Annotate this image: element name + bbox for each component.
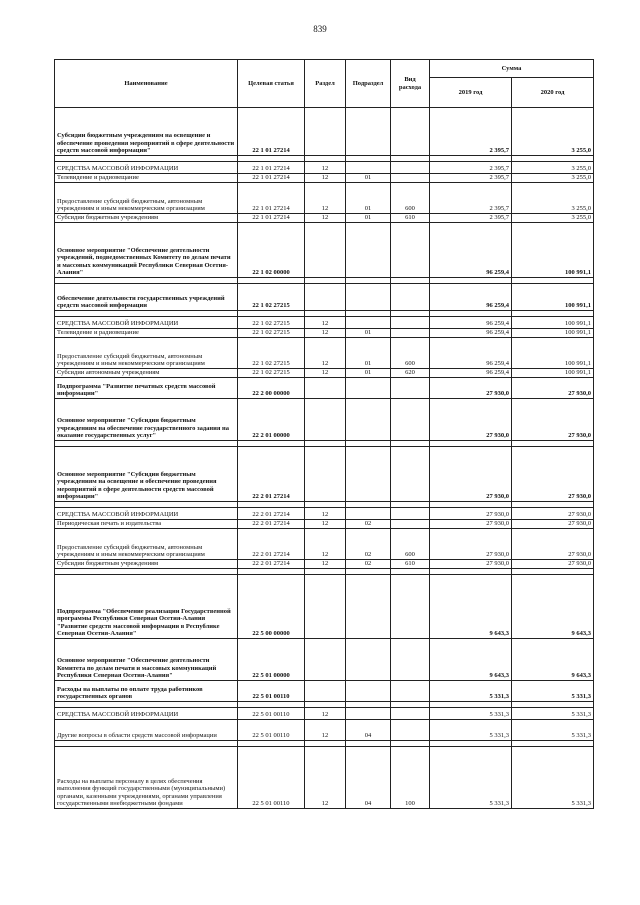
row-section: [305, 399, 346, 441]
row-sum-2020: 27 930,0: [512, 520, 594, 529]
row-sum-2019: 96 259,4: [430, 369, 512, 378]
row-sum-2020: 100 991,1: [512, 223, 594, 278]
row-expense-type: 600: [391, 183, 430, 214]
row-sum-2019: 5 331,3: [430, 708, 512, 720]
row-target: 22 2 01 27214: [238, 508, 305, 520]
row-sum-2019: 27 930,0: [430, 399, 512, 441]
row-expense-type: 610: [391, 214, 430, 223]
page-number: 839: [313, 24, 327, 34]
row-name: Основное мероприятие "Субсидии бюджетным учреждениям на обеспечение государственного задания на оказание государственных услуг": [55, 399, 238, 441]
row-expense-type: [391, 681, 430, 702]
row-name: СРЕДСТВА МАССОВОЙ ИНФОРМАЦИИ: [55, 162, 238, 174]
row-sum-2019: 27 930,0: [430, 447, 512, 502]
row-expense-type: [391, 399, 430, 441]
row-expense-type: [391, 174, 430, 183]
row-sum-2020: 5 331,3: [512, 747, 594, 809]
row-subsection: [346, 639, 391, 681]
row-name: Основное мероприятие "Обеспечение деятельности учреждений, подведомственных Комитету по делам печати и массовых коммуникаций Республики Северная Осетия-Алания": [55, 223, 238, 278]
row-name: Расходы на выплаты по оплате труда работников государственных органов: [55, 681, 238, 702]
row-target: 22 1 01 27214: [238, 108, 305, 156]
row-name: Обеспечение деятельности государственных учреждений средств массовой информации: [55, 284, 238, 311]
budget-table: [54, 59, 594, 809]
row-sum-2019: 96 259,4: [430, 338, 512, 369]
row-sum-2019: 2 395,7: [430, 183, 512, 214]
row-target: 22 1 02 27215: [238, 338, 305, 369]
row-sum-2020: 3 255,0: [512, 174, 594, 183]
row-name: Субсидии автономным учреждениям: [55, 369, 238, 378]
row-target: 22 1 01 27214: [238, 174, 305, 183]
table-row: [55, 399, 594, 441]
row-target: 22 2 01 27214: [238, 560, 305, 569]
row-target: 22 5 01 00110: [238, 720, 305, 741]
row-section: [305, 681, 346, 702]
row-sum-2020: 5 331,3: [512, 681, 594, 702]
row-subsection: 02: [346, 560, 391, 569]
row-section: [305, 378, 346, 399]
row-target: 22 5 01 00110: [238, 747, 305, 809]
row-name: Основное мероприятие "Обеспечение деятельности Комитета по делам печати и массовых коммуникаций Республики Северная Осетия-Алания": [55, 639, 238, 681]
row-subsection: [346, 223, 391, 278]
row-section: 12: [305, 174, 346, 183]
row-sum-2019: 96 259,4: [430, 329, 512, 338]
row-name: Периодическая печать и издательства: [55, 520, 238, 529]
row-name: СРЕДСТВА МАССОВОЙ ИНФОРМАЦИИ: [55, 708, 238, 720]
row-sum-2020: 27 930,0: [512, 508, 594, 520]
row-subsection: [346, 399, 391, 441]
row-expense-type: [391, 639, 430, 681]
row-subsection: [346, 378, 391, 399]
header-expense-type: Вид расхода: [391, 60, 430, 108]
row-expense-type: 600: [391, 338, 430, 369]
row-sum-2019: 2 395,7: [430, 162, 512, 174]
row-sum-2019: 5 331,3: [430, 720, 512, 741]
row-expense-type: [391, 378, 430, 399]
row-sum-2019: 96 259,4: [430, 223, 512, 278]
row-expense-type: [391, 108, 430, 156]
row-target: 22 5 01 00000: [238, 639, 305, 681]
table-row: [55, 223, 594, 278]
row-sum-2020: 3 255,0: [512, 183, 594, 214]
row-sum-2020: 27 930,0: [512, 447, 594, 502]
row-subsection: [346, 162, 391, 174]
row-name: Предоставление субсидий бюджетным, автономным учреждениям и иным некоммерческим организациям: [55, 338, 238, 369]
row-subsection: 04: [346, 720, 391, 741]
row-section: [305, 108, 346, 156]
row-expense-type: [391, 720, 430, 741]
row-name: СРЕДСТВА МАССОВОЙ ИНФОРМАЦИИ: [55, 508, 238, 520]
row-subsection: 01: [346, 183, 391, 214]
row-section: [305, 447, 346, 502]
row-sum-2019: 27 930,0: [430, 560, 512, 569]
row-subsection: [346, 508, 391, 520]
row-name: Предоставление субсидий бюджетным, автономным учреждениям и иным некоммерческим организациям: [55, 529, 238, 560]
row-name: Субсидии бюджетным учреждениям: [55, 214, 238, 223]
table-row: [55, 681, 594, 702]
row-section: 12: [305, 708, 346, 720]
row-name: Субсидии бюджетным учреждениям на освещение и обеспечение проведения мероприятий в сфере деятельности средств массовой информации": [55, 108, 238, 156]
row-expense-type: 100: [391, 747, 430, 809]
row-sum-2020: 9 643,3: [512, 575, 594, 639]
row-sum-2020: 100 991,1: [512, 338, 594, 369]
row-subsection: [346, 575, 391, 639]
row-subsection: 01: [346, 338, 391, 369]
row-section: 12: [305, 369, 346, 378]
table-row: [55, 338, 594, 369]
row-name: Подпрограмма "Обеспечение реализации Государственной программы Республики Северная Осетия-Алания "Развитие средств массовой информации в Республике Северная Осетия-Алания": [55, 575, 238, 639]
row-target: 22 1 02 27215: [238, 329, 305, 338]
header-2019: 2019 год: [430, 78, 512, 108]
row-expense-type: [391, 284, 430, 311]
table-row: [55, 560, 594, 569]
row-section: 12: [305, 183, 346, 214]
table-row: [55, 174, 594, 183]
table-row: [55, 708, 594, 720]
row-section: 12: [305, 747, 346, 809]
row-section: [305, 223, 346, 278]
row-expense-type: [391, 575, 430, 639]
row-section: 12: [305, 508, 346, 520]
row-target: 22 5 01 00110: [238, 681, 305, 702]
row-sum-2019: 27 930,0: [430, 529, 512, 560]
row-subsection: 04: [346, 747, 391, 809]
table-row: [55, 720, 594, 741]
row-target: 22 1 02 27215: [238, 317, 305, 329]
row-subsection: 01: [346, 369, 391, 378]
row-sum-2019: 2 395,7: [430, 214, 512, 223]
row-sum-2020: 100 991,1: [512, 369, 594, 378]
row-target: 22 5 00 00000: [238, 575, 305, 639]
row-target: 22 1 01 27214: [238, 183, 305, 214]
row-sum-2019: 27 930,0: [430, 378, 512, 399]
row-sum-2019: 27 930,0: [430, 520, 512, 529]
row-sum-2020: 27 930,0: [512, 399, 594, 441]
table-row: [55, 214, 594, 223]
table-row: [55, 575, 594, 639]
row-section: 12: [305, 560, 346, 569]
row-subsection: 01: [346, 329, 391, 338]
row-name: Предоставление субсидий бюджетным, автономным учреждениям и иным некоммерческим организациям: [55, 183, 238, 214]
row-section: 12: [305, 317, 346, 329]
row-name: Расходы на выплаты персоналу в целях обеспечения выполнения функций государственными (муниципальными) органами, казенными учреждениями, органами управления государственными внебюджетными фондами: [55, 747, 238, 809]
row-section: 12: [305, 329, 346, 338]
row-name: Основное мероприятие "Субсидии бюджетным учреждениям на освещение и обеспечение проведения мероприятий в сфере деятельности средств массовой информации": [55, 447, 238, 502]
table-row: [55, 378, 594, 399]
row-section: 12: [305, 214, 346, 223]
header-2020: 2020 год: [512, 78, 594, 108]
row-name: СРЕДСТВА МАССОВОЙ ИНФОРМАЦИИ: [55, 317, 238, 329]
row-subsection: [346, 708, 391, 720]
row-expense-type: 600: [391, 529, 430, 560]
row-sum-2019: 27 930,0: [430, 508, 512, 520]
row-expense-type: [391, 317, 430, 329]
row-target: 22 1 01 27214: [238, 162, 305, 174]
row-expense-type: [391, 447, 430, 502]
row-target: 22 2 01 00000: [238, 399, 305, 441]
row-target: 22 2 01 27214: [238, 529, 305, 560]
table-row: [55, 329, 594, 338]
row-sum-2019: 9 643,3: [430, 639, 512, 681]
table-row: [55, 284, 594, 311]
row-expense-type: [391, 520, 430, 529]
row-sum-2020: 100 991,1: [512, 329, 594, 338]
row-name: Подпрограмма "Развитие печатных средств массовой информации": [55, 378, 238, 399]
row-section: 12: [305, 529, 346, 560]
row-target: 22 2 01 27214: [238, 447, 305, 502]
row-target: 22 5 01 00110: [238, 708, 305, 720]
row-subsection: [346, 681, 391, 702]
row-sum-2020: 27 930,0: [512, 560, 594, 569]
row-expense-type: [391, 162, 430, 174]
row-section: [305, 284, 346, 311]
row-subsection: 01: [346, 214, 391, 223]
row-name: Другие вопросы в области средств массовой информации: [55, 720, 238, 741]
table-row: [55, 162, 594, 174]
row-sum-2019: 5 331,3: [430, 747, 512, 809]
table-row: [55, 529, 594, 560]
table-row: [55, 639, 594, 681]
row-sum-2020: 3 255,0: [512, 214, 594, 223]
row-expense-type: 620: [391, 369, 430, 378]
header-sum: Сумма: [430, 60, 594, 78]
row-sum-2020: 100 991,1: [512, 284, 594, 311]
row-expense-type: [391, 508, 430, 520]
table-row: [55, 520, 594, 529]
row-subsection: [346, 284, 391, 311]
table-row: [55, 108, 594, 156]
table-body: [55, 108, 594, 809]
row-sum-2020: 5 331,3: [512, 708, 594, 720]
row-subsection: [346, 108, 391, 156]
row-subsection: [346, 317, 391, 329]
row-sum-2019: 9 643,3: [430, 575, 512, 639]
row-sum-2020: 27 930,0: [512, 529, 594, 560]
row-sum-2020: 9 643,3: [512, 639, 594, 681]
table-row: [55, 447, 594, 502]
row-name: Телевидение и радиовещание: [55, 329, 238, 338]
row-sum-2020: 5 331,3: [512, 720, 594, 741]
table-row: [55, 317, 594, 329]
row-expense-type: 610: [391, 560, 430, 569]
row-sum-2020: 100 991,1: [512, 317, 594, 329]
row-sum-2019: 2 395,7: [430, 174, 512, 183]
row-subsection: 02: [346, 529, 391, 560]
header-section: Раздел: [305, 60, 346, 108]
table-row: [55, 369, 594, 378]
row-sum-2019: 2 395,7: [430, 108, 512, 156]
row-expense-type: [391, 223, 430, 278]
row-sum-2020: 3 255,0: [512, 162, 594, 174]
table-row: [55, 508, 594, 520]
row-name: Субсидии бюджетным учреждениям: [55, 560, 238, 569]
row-sum-2019: 96 259,4: [430, 284, 512, 311]
row-section: 12: [305, 720, 346, 741]
row-target: 22 2 00 00000: [238, 378, 305, 399]
row-sum-2019: 5 331,3: [430, 681, 512, 702]
row-section: 12: [305, 520, 346, 529]
row-target: 22 1 02 27215: [238, 369, 305, 378]
row-sum-2020: 27 930,0: [512, 378, 594, 399]
row-sum-2020: 3 255,0: [512, 108, 594, 156]
header-target: Целевая статья: [238, 60, 305, 108]
table-row: [55, 183, 594, 214]
row-subsection: 01: [346, 174, 391, 183]
row-target: 22 1 01 27214: [238, 214, 305, 223]
row-sum-2019: 96 259,4: [430, 317, 512, 329]
row-expense-type: [391, 329, 430, 338]
row-section: [305, 575, 346, 639]
header-name: Наименование: [55, 60, 238, 108]
row-subsection: 02: [346, 520, 391, 529]
header-subsection: Подраздел: [346, 60, 391, 108]
row-expense-type: [391, 708, 430, 720]
row-section: 12: [305, 162, 346, 174]
row-target: 22 1 02 27215: [238, 284, 305, 311]
table-row: [55, 747, 594, 809]
row-target: 22 2 01 27214: [238, 520, 305, 529]
row-target: 22 1 02 00000: [238, 223, 305, 278]
row-name: Телевидение и радиовещание: [55, 174, 238, 183]
row-section: [305, 639, 346, 681]
row-subsection: [346, 447, 391, 502]
row-section: 12: [305, 338, 346, 369]
